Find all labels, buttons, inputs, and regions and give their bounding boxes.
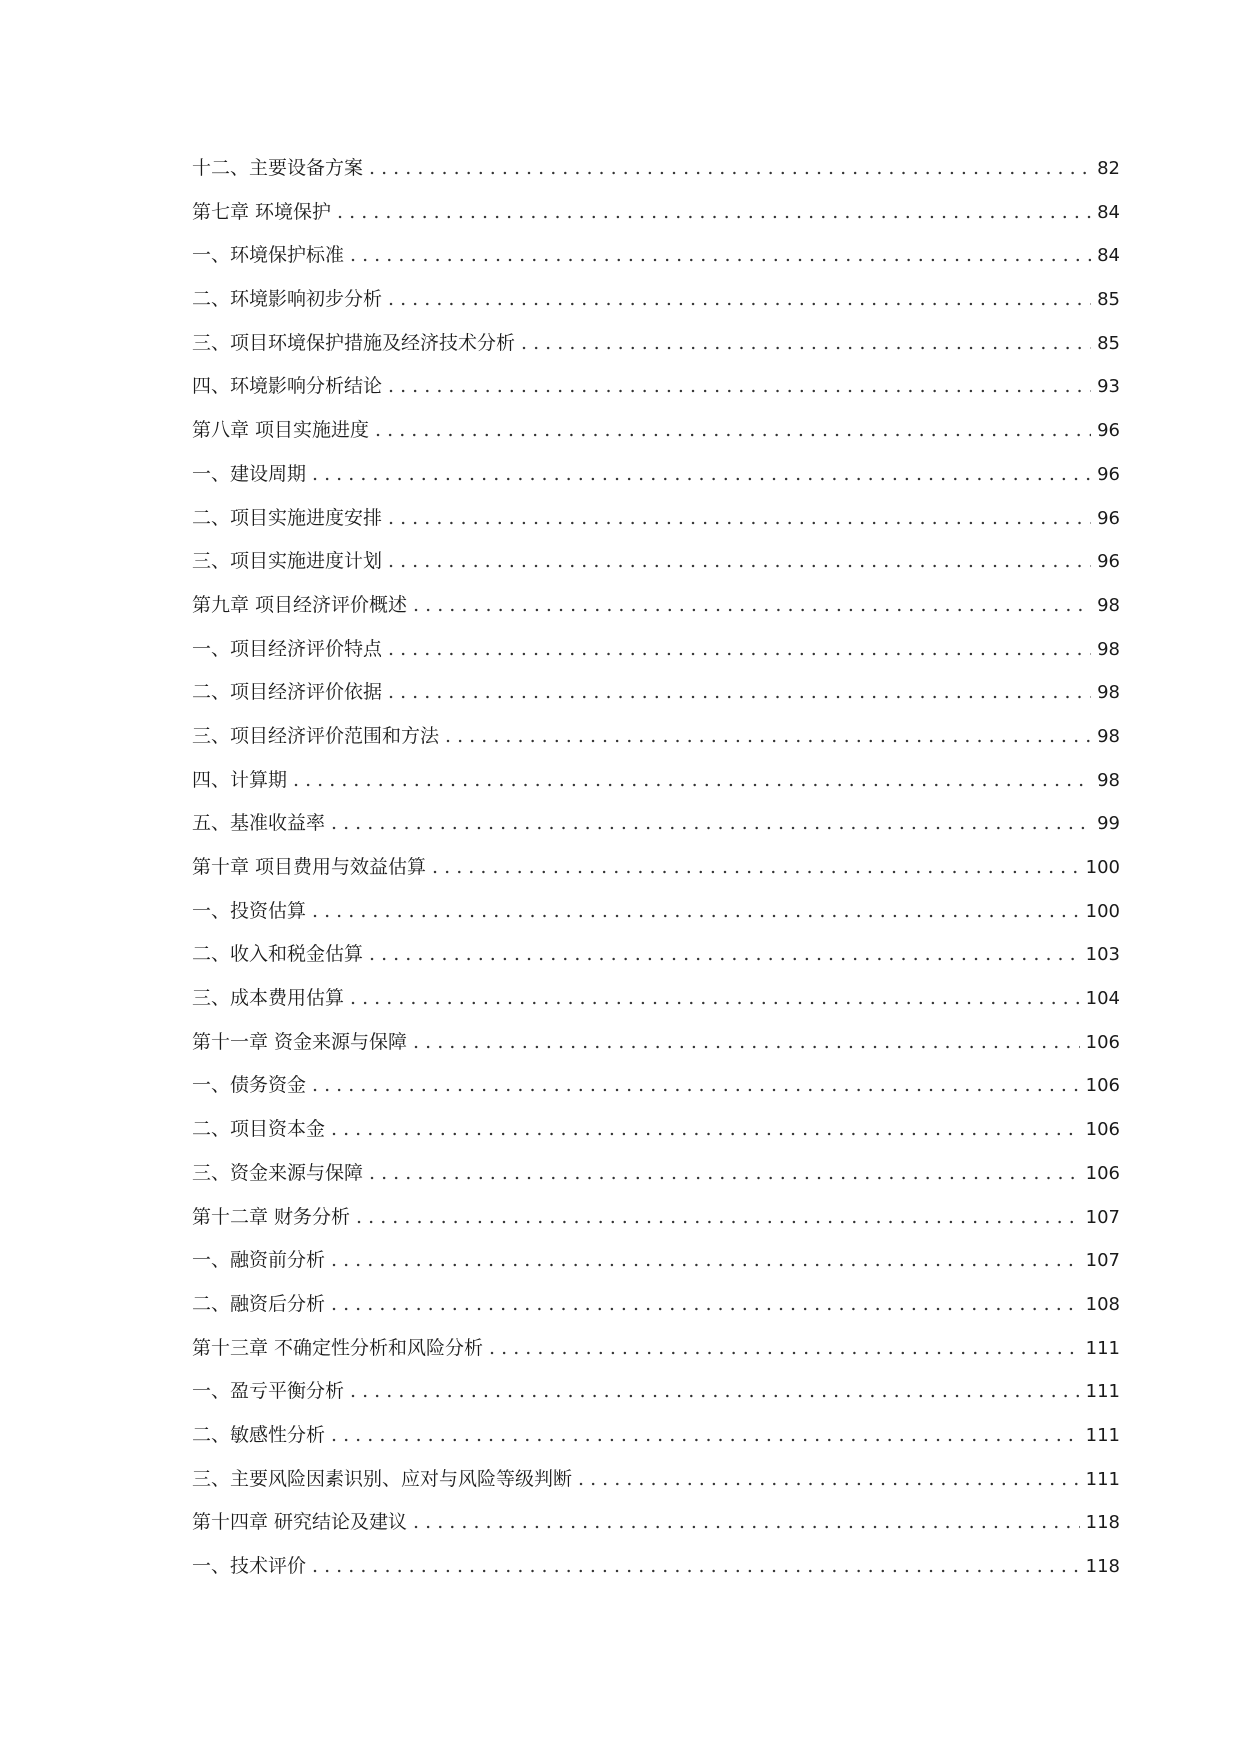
toc-entry-title: 第十四章 研究结论及建议: [192, 1511, 408, 1534]
toc-entry-page-number: 111: [1085, 1381, 1120, 1403]
toc-entry[interactable]: [192, 375, 1120, 419]
toc-entry-title: 第十三章 不确定性分析和风险分析: [192, 1336, 484, 1359]
toc-entry-page-number: 100: [1085, 900, 1120, 922]
toc-entry-title: 二、融资后分析: [192, 1292, 326, 1315]
toc-entry-title: 十二、主要设备方案: [192, 157, 364, 179]
toc-entry-title: 二、项目资本金: [192, 1118, 326, 1141]
toc-entry-page-number: 96: [1097, 463, 1120, 485]
toc-entry-title: 一、盈亏平衡分析: [192, 1380, 345, 1403]
toc-entry[interactable]: [192, 900, 1120, 944]
toc-entry-title: 三、项目实施进度计划: [192, 550, 383, 573]
toc-entry-title: 五、基准收益率: [192, 812, 326, 835]
toc-entry[interactable]: [192, 332, 1120, 376]
toc-entry-title: 二、项目实施进度安排: [192, 506, 383, 529]
dot-leader: [331, 1293, 1080, 1315]
toc-entry-title: 一、环境保护标准: [192, 244, 345, 267]
dot-leader: [413, 1031, 1080, 1053]
toc-entry-page-number: 84: [1097, 245, 1120, 267]
toc-entry-title: 一、建设周期: [192, 462, 307, 485]
dot-leader: [432, 856, 1080, 878]
dot-leader: [312, 900, 1080, 922]
toc-entry[interactable]: [192, 463, 1120, 507]
toc-entry-page-number: 98: [1097, 725, 1120, 747]
dot-leader: [445, 725, 1091, 747]
toc-entry-page-number: 99: [1097, 813, 1120, 835]
toc-entry[interactable]: [192, 1249, 1120, 1293]
dot-leader: [350, 1380, 1080, 1402]
toc-entry-title: 四、计算期: [192, 768, 288, 791]
toc-entry-page-number: 85: [1097, 332, 1120, 354]
dot-leader: [388, 507, 1091, 529]
toc-entry-page-number: 93: [1097, 376, 1120, 398]
toc-entry-page-number: 111: [1085, 1468, 1120, 1490]
dot-leader: [388, 550, 1091, 572]
dot-leader: [369, 157, 1091, 179]
dot-leader: [369, 943, 1080, 965]
toc-entry-page-number: 103: [1085, 944, 1120, 966]
toc-entry-title: 三、项目环境保护措施及经济技术分析: [192, 331, 516, 354]
dot-leader: [350, 244, 1091, 266]
toc-entry[interactable]: [192, 769, 1120, 813]
toc-entry-title: 三、成本费用估算: [192, 987, 345, 1010]
dot-leader: [521, 332, 1091, 354]
dot-leader: [293, 769, 1091, 791]
toc-entry[interactable]: [192, 856, 1120, 900]
toc-entry-title: 第九章 项目经济评价概述: [192, 593, 408, 616]
dot-leader: [375, 419, 1091, 441]
dot-leader: [388, 681, 1091, 703]
dot-leader: [369, 1162, 1080, 1184]
dot-leader: [331, 1118, 1080, 1140]
dot-leader: [578, 1468, 1080, 1490]
toc-entry-page-number: 85: [1097, 289, 1120, 311]
dot-leader: [331, 1424, 1080, 1446]
toc-entry-title: 三、主要风险因素识别、应对与风险等级判断: [192, 1467, 573, 1490]
toc-entry-title: 一、技术评价: [192, 1555, 307, 1577]
dot-leader: [356, 1206, 1080, 1228]
dot-leader: [489, 1337, 1080, 1359]
toc-entry[interactable]: [192, 1074, 1120, 1118]
dot-leader: [388, 638, 1091, 660]
dot-leader: [388, 375, 1091, 397]
dot-leader: [337, 201, 1091, 223]
dot-leader: [331, 812, 1091, 834]
toc-entry[interactable]: [192, 1555, 1120, 1599]
toc-entry[interactable]: [192, 987, 1120, 1031]
dot-leader: [350, 987, 1080, 1009]
toc-entry-page-number: 106: [1085, 1162, 1120, 1184]
toc-entry-page-number: 98: [1097, 769, 1120, 791]
toc-entry[interactable]: [192, 288, 1120, 332]
toc-entry-page-number: 106: [1085, 1119, 1120, 1141]
toc-entry-page-number: 106: [1085, 1031, 1120, 1053]
toc-entry[interactable]: [192, 943, 1120, 987]
toc-entry-title: 四、环境影响分析结论: [192, 375, 383, 398]
toc-entry[interactable]: [192, 1337, 1120, 1381]
toc-entry[interactable]: [192, 1118, 1120, 1162]
toc-entry-page-number: 107: [1085, 1250, 1120, 1272]
toc-entry[interactable]: [192, 1206, 1120, 1250]
toc-entry-title: 一、投资估算: [192, 899, 307, 922]
toc-entry-page-number: 118: [1085, 1512, 1120, 1534]
toc-entry-page-number: 107: [1085, 1206, 1120, 1228]
toc-entry-page-number: 100: [1085, 857, 1120, 878]
toc-entry-page-number: 108: [1085, 1293, 1120, 1315]
dot-leader: [312, 1074, 1080, 1096]
toc-entry[interactable]: [192, 681, 1120, 725]
toc-entry-page-number: 118: [1085, 1556, 1120, 1577]
toc-entry-page-number: 96: [1097, 420, 1120, 442]
toc-entry-page-number: 98: [1097, 638, 1120, 660]
toc-entry-title: 二、项目经济评价依据: [192, 681, 383, 704]
toc-entry[interactable]: [192, 1424, 1120, 1468]
toc-entry[interactable]: [192, 1031, 1120, 1075]
toc-entry-page-number: 84: [1097, 201, 1120, 223]
toc-entry-page-number: 98: [1097, 594, 1120, 616]
toc-entry[interactable]: [192, 1468, 1120, 1512]
toc-entry-page-number: 96: [1097, 507, 1120, 529]
toc-entry[interactable]: [192, 507, 1120, 551]
toc-entry-title: 第八章 项目实施进度: [192, 419, 370, 442]
toc-entry-title: 第十章 项目费用与效益估算: [192, 856, 427, 878]
toc-entry-title: 一、债务资金: [192, 1074, 307, 1097]
toc-entry-page-number: 104: [1085, 988, 1120, 1010]
toc-entry-title: 三、资金来源与保障: [192, 1161, 364, 1184]
toc-entry-title: 二、收入和税金估算: [192, 943, 364, 966]
toc-entry-page-number: 106: [1085, 1075, 1120, 1097]
toc-entry-page-number: 96: [1097, 551, 1120, 573]
toc-entry-title: 第十一章 资金来源与保障: [192, 1030, 408, 1053]
dot-leader: [312, 463, 1091, 485]
toc-entry[interactable]: [192, 594, 1120, 638]
dot-leader: [331, 1249, 1080, 1271]
toc-entry[interactable]: [192, 1293, 1120, 1337]
toc-entry[interactable]: [192, 201, 1120, 245]
toc-entry[interactable]: [192, 1511, 1120, 1555]
toc-entry[interactable]: [192, 419, 1120, 463]
toc-entry-page-number: 111: [1085, 1337, 1120, 1359]
toc-entry-title: 第七章 环境保护: [192, 200, 332, 223]
toc-entry-title: 一、融资前分析: [192, 1249, 326, 1272]
dot-leader: [413, 1511, 1080, 1533]
toc-entry-title: 第十二章 财务分析: [192, 1205, 351, 1228]
toc-entry[interactable]: [192, 812, 1120, 856]
toc-entry[interactable]: [192, 1380, 1120, 1424]
toc-entry[interactable]: [192, 550, 1120, 594]
toc-entry[interactable]: [192, 725, 1120, 769]
toc-entry-title: 三、项目经济评价范围和方法: [192, 724, 440, 747]
toc-entry-page-number: 82: [1097, 158, 1120, 179]
toc-entry-title: 一、项目经济评价特点: [192, 637, 383, 660]
toc-entry[interactable]: [192, 244, 1120, 288]
dot-leader: [413, 594, 1091, 616]
table-of-contents: [192, 157, 1120, 1599]
toc-entry[interactable]: [192, 1162, 1120, 1206]
toc-entry[interactable]: [192, 157, 1120, 201]
toc-entry-title: 二、环境影响初步分析: [192, 288, 383, 311]
toc-entry[interactable]: [192, 638, 1120, 682]
dot-leader: [388, 288, 1091, 310]
dot-leader: [312, 1555, 1080, 1577]
toc-entry-page-number: 111: [1085, 1424, 1120, 1446]
toc-entry-title: 二、敏感性分析: [192, 1423, 326, 1446]
toc-entry-page-number: 98: [1097, 682, 1120, 704]
